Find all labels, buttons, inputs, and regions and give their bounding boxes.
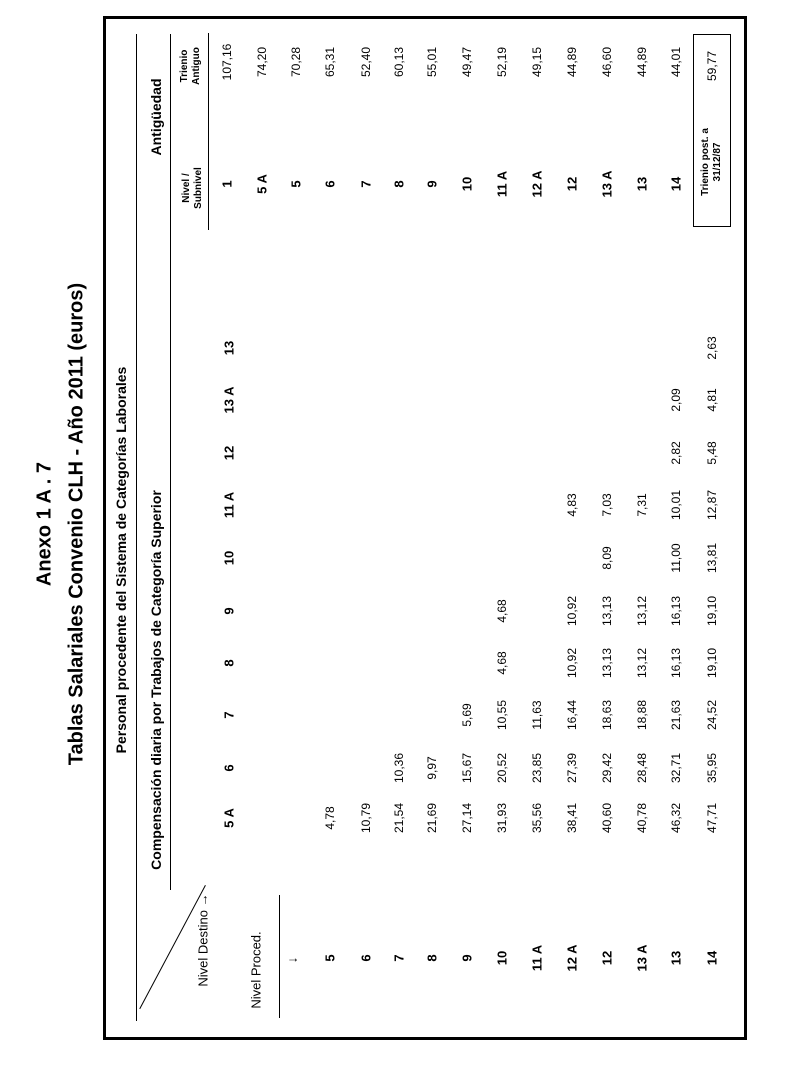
table-cell: 2,82 xyxy=(669,441,683,465)
proc-level-label: 11 A xyxy=(529,944,545,972)
table-cell: 13,81 xyxy=(705,542,719,574)
table-cell: 5,48 xyxy=(705,441,719,465)
table-cell: 23,85 xyxy=(530,752,544,784)
table-cell: 2,63 xyxy=(705,336,719,360)
table-cell: 11,63 xyxy=(530,700,544,730)
table-cell: 21,54 xyxy=(392,802,406,834)
dest-column-header: 11 A xyxy=(221,491,237,519)
antiguedad-nivel: 14 xyxy=(668,176,684,192)
antiguedad-trienio: 49,47 xyxy=(460,46,474,78)
antiguedad-trienio: 65,31 xyxy=(323,46,337,78)
table-cell: 7,31 xyxy=(635,493,649,517)
dest-column-header: 5 A xyxy=(221,808,237,828)
antiguedad-trienio: 74,20 xyxy=(255,46,269,78)
table-cell: 35,56 xyxy=(530,802,544,834)
left-rule xyxy=(136,34,137,1021)
antiguedad-trienio: 46,60 xyxy=(600,46,614,78)
nivel-destino-label: Nivel Destino → xyxy=(195,893,211,987)
dest-column-header: 9 xyxy=(221,607,237,615)
table-cell: 47,71 xyxy=(705,802,719,834)
personal-header: Personal procedente del Sistema de Categorías Laborales xyxy=(113,366,129,754)
table-cell: 9,97 xyxy=(425,756,439,780)
right-arrow-icon: → xyxy=(195,893,211,907)
table-cell: 8,09 xyxy=(600,546,614,570)
table-cell: 13,12 xyxy=(635,595,649,627)
dest-column-header: 12 xyxy=(221,445,237,461)
table-cell: 19,10 xyxy=(705,595,719,627)
antiguedad-nivel: 5 xyxy=(288,180,304,188)
dest-column-header: 13 xyxy=(221,340,237,356)
table-cell: 38,41 xyxy=(565,802,579,834)
trienio-sub-rule xyxy=(208,33,209,97)
dest-column-header: 10 xyxy=(221,550,237,566)
antiguedad-nivel: 1 xyxy=(219,180,235,188)
annex-title: Anexo 1 A . 7 xyxy=(33,461,56,587)
antiguedad-rule xyxy=(170,34,171,228)
table-cell: 19,10 xyxy=(705,647,719,679)
table-cell: 7,03 xyxy=(600,493,614,517)
proc-arrow-rule xyxy=(279,898,280,1018)
main-title: Tablas Salariales Convenio CLH - Año 2011 (euros) xyxy=(65,282,88,766)
table-cell: 4,78 xyxy=(323,806,337,830)
table-cell: 40,78 xyxy=(635,802,649,834)
table-cell: 2,09 xyxy=(669,388,683,412)
dest-column-header: 7 xyxy=(221,711,237,719)
proc-level-label: 6 xyxy=(358,954,374,962)
table-cell: 27,39 xyxy=(565,752,579,784)
table-cell: 16,44 xyxy=(565,699,579,731)
table-cell: 4,68 xyxy=(495,651,509,675)
table-cell: 32,71 xyxy=(669,752,683,784)
table-cell: 35,95 xyxy=(705,752,719,784)
proc-level-label: 14 xyxy=(704,950,720,966)
table-cell: 13,12 xyxy=(635,647,649,679)
trienio-post-label: Trienio post. a 31/12/87 xyxy=(700,128,723,196)
dest-column-header: 13 A xyxy=(221,386,237,414)
table-cell: 28,48 xyxy=(635,752,649,784)
trienio-antiguo-header: Trienio Antiguo xyxy=(179,47,202,85)
antiguedad-nivel: 12 xyxy=(564,176,580,192)
antiguedad-nivel: 10 xyxy=(459,176,475,192)
proc-level-label: 9 xyxy=(459,954,475,962)
antiguedad-trienio: 44,01 xyxy=(669,46,683,78)
table-cell: 21,69 xyxy=(425,802,439,834)
nivel-proced-label: Nivel Proced. xyxy=(248,931,264,1009)
table-cell: 4,68 xyxy=(495,599,509,623)
table-cell: 10,92 xyxy=(565,595,579,627)
table-cell: 10,79 xyxy=(359,802,373,834)
antiguedad-trienio: 49,15 xyxy=(530,46,544,78)
antiguedad-trienio: 44,89 xyxy=(635,46,649,78)
table-cell: 27,14 xyxy=(460,802,474,834)
table-cell: 18,63 xyxy=(600,699,614,731)
down-arrow-icon: ↓ xyxy=(284,956,300,964)
antiguedad-trienio: 107,16 xyxy=(220,43,234,81)
proc-level-label: 10 xyxy=(494,950,510,966)
table-cell: 20,52 xyxy=(495,752,509,784)
table-cell: 11,00 xyxy=(669,543,683,573)
table-cell: 16,13 xyxy=(669,647,683,679)
table-cell: 46,32 xyxy=(669,802,683,834)
nivel-subnivel-header: Nivel / Subnivel xyxy=(181,167,204,209)
proc-level-label: 7 xyxy=(391,954,407,962)
table-cell: 10,36 xyxy=(392,752,406,784)
compensacion-header: Compensación diaria por Trabajos de Categoría Superior xyxy=(148,490,164,870)
table-cell: 18,88 xyxy=(635,699,649,731)
table-cell: 13,13 xyxy=(600,595,614,627)
table-cell: 24,52 xyxy=(705,699,719,731)
antiguedad-trienio: 52,19 xyxy=(495,46,509,78)
antiguedad-nivel: 6 xyxy=(322,180,338,188)
table-cell: 10,55 xyxy=(495,699,509,731)
proc-level-label: 8 xyxy=(424,954,440,962)
antiguedad-nivel: 5 A xyxy=(254,174,270,194)
antiguedad-nivel: 9 xyxy=(424,180,440,188)
antiguedad-nivel: 13 xyxy=(634,176,650,192)
table-cell: 31,93 xyxy=(495,802,509,834)
proc-level-label: 5 xyxy=(322,954,338,962)
table-cell: 13,13 xyxy=(600,647,614,679)
table-cell: 5,69 xyxy=(460,703,474,727)
table-cell: 4,83 xyxy=(565,493,579,517)
antiguedad-trienio: 44,89 xyxy=(565,46,579,78)
table-cell: 12,87 xyxy=(705,489,719,521)
antiguedad-trienio: 55,01 xyxy=(425,46,439,78)
dest-columns-rule xyxy=(170,330,171,890)
proc-level-label: 13 xyxy=(668,950,684,966)
antiguedad-nivel: 13 A xyxy=(599,170,615,198)
antiguedad-trienio: 52,40 xyxy=(359,46,373,78)
proc-level-label: 12 xyxy=(599,950,615,966)
antiguedad-nivel: 12 A xyxy=(529,170,545,198)
antiguedad-nivel: 8 xyxy=(391,180,407,188)
antiguedad-trienio: 60,13 xyxy=(392,46,406,78)
table-cell: 16,13 xyxy=(669,595,683,627)
proc-level-label: 13 A xyxy=(634,944,650,972)
antiguedad-header: Antigüedad xyxy=(148,78,164,156)
antiguedad-nivel: 7 xyxy=(358,180,374,188)
table-cell: 15,67 xyxy=(460,752,474,784)
dest-column-header: 8 xyxy=(221,659,237,667)
table-cell: 40,60 xyxy=(600,802,614,834)
dest-column-header: 6 xyxy=(221,764,237,772)
proc-level-label: 12 A xyxy=(564,944,580,972)
table-cell: 10,01 xyxy=(669,489,683,521)
table-cell: 29,42 xyxy=(600,752,614,784)
antiguedad-nivel: 11 A xyxy=(494,170,510,198)
antiguedad-trienio: 70,28 xyxy=(289,46,303,78)
table-cell: 21,63 xyxy=(669,699,683,731)
trienio-post-value: 59,77 xyxy=(705,50,719,82)
table-cell: 4,81 xyxy=(705,388,719,412)
table-cell: 10,92 xyxy=(565,647,579,679)
